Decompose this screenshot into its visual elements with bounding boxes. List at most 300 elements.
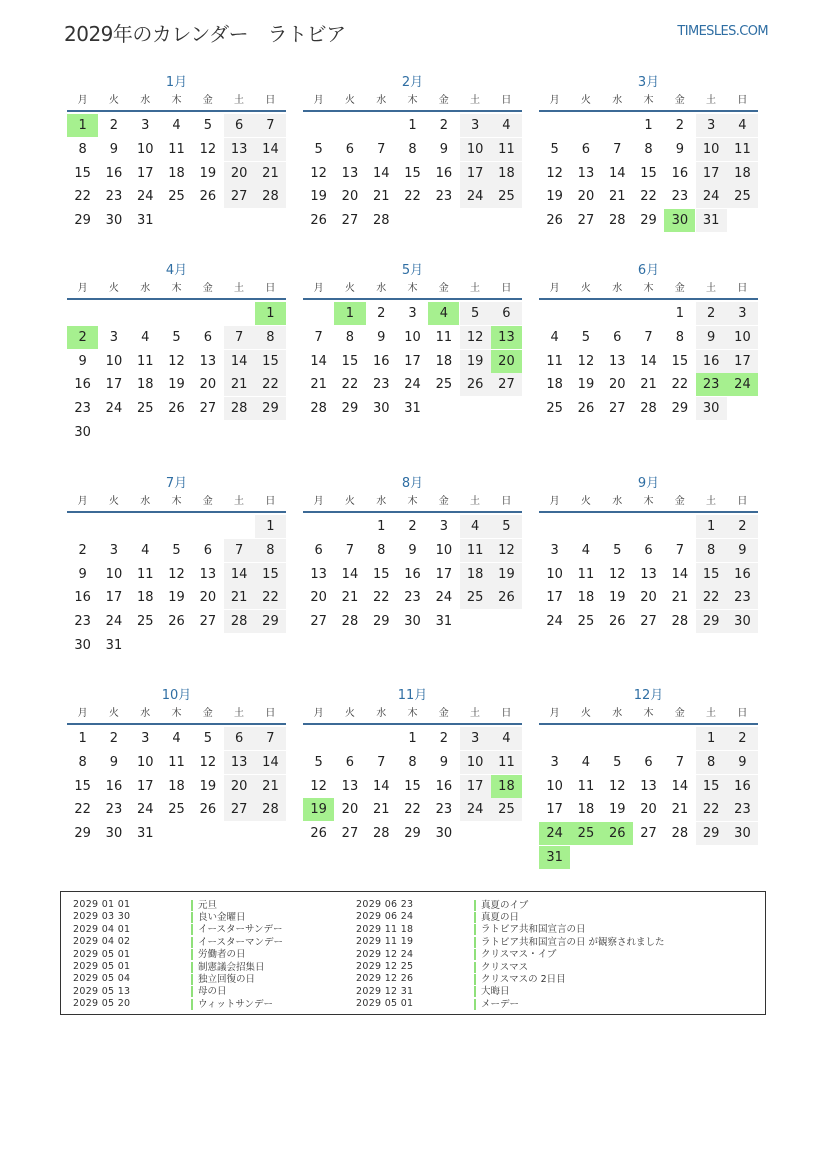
month-days [303,114,522,258]
weekday-label: 水 [376,283,387,294]
holiday-name: イースターマンデー [191,937,283,948]
day-cell: 12 [168,566,185,582]
day-cell: 29 [341,401,359,417]
day-cell: 23 [727,798,758,821]
weekday-label: 水 [376,708,387,719]
day-cell: 28 [671,826,689,842]
holiday-day-cell: 24 [539,822,570,845]
day-cell: 6 [345,754,355,770]
day-cell: 9 [727,751,758,774]
day-cell: 6 [314,542,323,558]
day-cell: 11 [546,353,563,369]
day-cell: 21 [608,189,626,205]
day-cell: 17 [546,590,563,606]
day-cell: 27 [577,213,595,229]
day-cell: 16 [105,165,123,181]
day-cell: 13 [310,566,327,582]
day-cell: 19 [199,778,217,794]
holiday-day-cell: 2 [67,326,98,349]
day-cell: 25 [546,401,563,417]
day-cell: 3 [141,118,150,133]
day-cell: 10 [136,141,154,157]
day-cell: 3 [141,731,150,746]
day-cell: 6 [644,542,653,558]
day-cell: 10 [105,353,123,369]
weekday-label: 木 [171,95,182,106]
weekday-label: 火 [344,496,355,507]
day-cell: 30 [727,822,758,845]
day-cell: 8 [377,542,386,558]
weekday-label: 土 [706,708,717,719]
day-cell: 7 [377,141,386,157]
day-cell: 12 [460,326,491,349]
day-cell: 16 [671,165,689,181]
day-cell: 16 [372,353,390,369]
day-cell: 25 [168,802,185,818]
weekday-header [539,280,758,300]
day-cell: 23 [435,189,453,205]
day-cell: 31 [435,614,453,630]
day-cell: 1 [78,731,87,746]
day-cell: 9 [727,539,758,562]
holiday-name: 元旦 [191,900,217,911]
weekday-label: 月 [313,708,324,719]
day-cell: 21 [255,775,286,798]
day-cell: 21 [224,586,255,609]
day-cell: 27 [224,185,255,208]
day-cell: 27 [341,213,359,229]
day-cell: 24 [460,185,491,208]
day-cell: 15 [404,778,421,794]
day-cell: 23 [105,189,123,205]
day-cell: 14 [640,353,657,369]
day-cell: 15 [640,165,657,181]
day-cell: 5 [172,329,181,345]
month-days [303,515,522,659]
weekday-label: 木 [171,708,182,719]
weekday-label: 金 [438,708,449,719]
weekday-label: 木 [171,496,182,507]
day-cell: 19 [310,189,327,205]
day-cell: 2 [439,118,448,133]
weekday-label: 水 [612,708,623,719]
day-cell: 20 [224,162,255,185]
weekday-label: 月 [549,95,560,106]
day-cell: 6 [224,727,255,750]
day-cell: 2 [727,727,758,750]
weekday-label: 木 [643,708,654,719]
day-cell: 13 [577,165,595,181]
day-cell: 4 [141,329,150,345]
day-cell: 16 [696,350,727,373]
day-cell: 11 [136,566,154,582]
day-cell: 5 [613,754,622,770]
day-cell: 19 [491,563,522,586]
month-1 [67,74,286,258]
weekday-label: 水 [140,95,151,106]
day-cell: 25 [435,377,453,393]
weekday-label: 火 [344,95,355,106]
weekday-label: 金 [438,95,449,106]
day-cell: 7 [255,114,286,137]
holiday-date: 2029 06 24 [356,911,414,923]
holiday-name: 母の日 [191,986,227,997]
day-cell: 30 [74,638,91,653]
day-cell: 7 [675,542,684,558]
day-cell: 21 [310,377,327,393]
day-cell: 12 [199,141,217,157]
day-cell: 11 [435,329,453,345]
month-2 [303,74,522,258]
month-8 [303,475,522,659]
weekday-label: 月 [313,95,324,106]
day-cell: 8 [78,141,87,157]
weekday-label: 金 [202,708,213,719]
day-cell: 10 [105,566,123,582]
month-title: 5月 [401,263,424,278]
weekday-header [539,493,758,513]
day-cell: 27 [608,401,626,417]
day-cell: 16 [727,563,758,586]
day-cell: 20 [640,590,657,606]
day-cell: 1 [408,118,417,133]
day-cell: 27 [491,373,522,396]
day-cell: 21 [671,590,689,606]
day-cell: 30 [435,826,453,842]
day-cell: 10 [136,754,154,770]
day-cell: 18 [577,802,595,818]
weekday-label: 金 [674,283,685,294]
day-cell: 15 [341,353,359,369]
day-cell: 20 [310,590,327,606]
day-cell: 27 [640,614,657,630]
day-cell: 17 [696,162,727,185]
holiday-day-cell: 1 [334,302,365,325]
day-cell: 16 [435,778,453,794]
weekday-label: 日 [737,708,748,719]
day-cell: 7 [224,539,255,562]
holiday-name: 良い金曜日 [191,912,246,923]
day-cell: 30 [372,401,390,417]
weekday-label: 月 [77,496,88,507]
day-cell: 19 [608,802,626,818]
weekday-label: 水 [140,496,151,507]
weekday-header [303,92,522,112]
day-cell: 4 [172,118,181,133]
day-cell: 1 [644,118,653,133]
day-cell: 4 [727,114,758,137]
day-cell: 19 [199,165,217,181]
day-cell: 10 [435,542,453,558]
day-cell: 31 [404,401,421,417]
day-cell: 17 [404,353,421,369]
month-4 [67,262,286,446]
weekday-label: 日 [737,95,748,106]
day-cell: 13 [640,778,657,794]
month-title: 3月 [637,75,660,90]
day-cell: 19 [168,590,185,606]
day-cell: 19 [460,350,491,373]
day-cell: 18 [435,353,453,369]
day-cell: 17 [727,350,758,373]
weekday-label: 金 [202,283,213,294]
day-cell: 1 [408,731,417,746]
day-cell: 4 [581,542,591,558]
day-cell: 23 [74,614,91,630]
day-cell: 29 [696,822,727,845]
day-cell: 24 [435,590,453,606]
day-cell: 21 [372,802,390,818]
day-cell: 22 [696,798,727,821]
day-cell: 19 [546,189,563,205]
weekday-label: 水 [140,708,151,719]
day-cell: 4 [491,114,522,137]
holiday-name: 制憲議会招集日 [191,962,265,973]
day-cell: 29 [640,213,657,229]
day-cell: 16 [74,590,91,606]
weekday-label: 土 [234,95,245,106]
day-cell: 26 [199,189,217,205]
day-cell: 24 [136,802,154,818]
day-cell: 9 [377,329,386,345]
month-3 [539,74,758,258]
holiday-day-cell: 24 [727,373,758,396]
day-cell: 11 [577,778,595,794]
holiday-day-cell: 13 [491,326,522,349]
day-cell: 16 [74,377,91,393]
day-cell: 10 [460,138,491,161]
day-cell: 22 [74,189,91,205]
weekday-label: 金 [202,496,213,507]
day-cell: 14 [224,563,255,586]
day-cell: 12 [310,778,327,794]
day-cell: 3 [550,754,559,770]
holiday-day-cell: 1 [67,114,98,137]
day-cell: 10 [727,326,758,349]
month-title: 6月 [637,263,660,278]
day-cell: 13 [341,778,359,794]
day-cell: 2 [727,515,758,538]
holiday-name: 真夏の日 [474,912,519,923]
day-cell: 23 [372,377,390,393]
weekday-label: 火 [580,283,591,294]
holiday-date: 2029 01 01 [73,899,131,910]
day-cell: 26 [608,614,626,630]
site-name[interactable]: TIMESLES.COM [677,24,768,39]
day-cell: 29 [255,610,286,633]
day-cell: 6 [203,542,212,558]
day-cell: 8 [696,751,727,774]
day-cell: 28 [255,798,286,821]
day-cell: 14 [608,165,626,181]
month-title: 12月 [633,688,664,703]
day-cell: 20 [640,802,657,818]
day-cell: 24 [696,185,727,208]
day-cell: 22 [404,189,421,205]
month-days [67,727,286,871]
day-cell: 18 [546,377,563,393]
day-cell: 25 [491,185,522,208]
weekday-label: 水 [612,496,623,507]
day-cell: 5 [172,542,181,558]
day-cell: 10 [404,329,421,345]
weekday-label: 土 [234,708,245,719]
month-7 [67,475,286,659]
day-cell: 22 [404,802,421,818]
holiday-date: 2029 05 13 [73,985,131,997]
weekday-header [539,705,758,725]
holiday-date: 2029 11 19 [356,936,414,948]
weekday-label: 火 [108,708,119,719]
day-cell: 8 [696,539,727,562]
month-title: 11月 [397,688,428,703]
month-days [303,302,522,446]
day-cell: 29 [696,610,727,633]
day-cell: 12 [608,566,626,582]
holiday-name: ウィットサンデー [191,999,273,1010]
weekday-label: 日 [737,283,748,294]
holiday-name: クリスマス・イブ [474,949,556,960]
weekday-label: 木 [407,95,418,106]
day-cell: 26 [546,213,563,229]
month-days [539,114,758,258]
day-cell: 5 [203,118,212,133]
weekday-label: 木 [407,496,418,507]
day-cell: 15 [255,563,286,586]
weekday-label: 木 [171,283,182,294]
day-cell: 10 [546,566,563,582]
holiday-day-cell: 31 [539,846,570,869]
day-cell: 6 [491,302,522,325]
day-cell: 17 [546,802,563,818]
day-cell: 7 [613,141,622,157]
weekday-label: 土 [234,283,245,294]
holiday-name: メーデー [474,999,519,1010]
day-cell: 31 [105,638,123,653]
day-cell: 11 [727,138,758,161]
day-cell: 3 [727,302,758,325]
day-cell: 19 [168,377,185,393]
day-cell: 29 [372,614,390,630]
day-cell: 19 [577,377,595,393]
day-cell: 14 [310,353,327,369]
day-cell: 26 [168,401,185,417]
day-cell: 26 [199,802,217,818]
day-cell: 18 [136,590,154,606]
day-cell: 5 [550,141,559,157]
holiday-name: イースターサンデー [191,924,283,935]
weekday-label: 土 [234,496,245,507]
day-cell: 11 [460,539,491,562]
day-cell: 4 [141,542,150,558]
day-cell: 3 [109,329,119,345]
day-cell: 17 [435,566,453,582]
day-cell: 4 [460,515,491,538]
day-cell: 5 [460,302,491,325]
day-cell: 15 [74,165,91,181]
day-cell: 12 [491,539,522,562]
day-cell: 5 [314,754,323,770]
day-cell: 7 [224,326,255,349]
day-cell: 28 [372,213,390,229]
day-cell: 7 [255,727,286,750]
day-cell: 24 [546,614,563,630]
weekday-label: 月 [549,283,560,294]
day-cell: 3 [550,542,559,558]
day-cell: 11 [136,353,154,369]
day-cell: 6 [224,114,255,137]
holiday-day-cell: 4 [428,302,459,325]
day-cell: 25 [491,798,522,821]
day-cell: 8 [675,329,684,345]
day-cell: 7 [314,329,323,345]
day-cell: 5 [491,515,522,538]
day-cell: 9 [78,566,87,582]
month-11 [303,687,522,871]
day-cell: 2 [408,519,417,534]
day-cell: 2 [439,731,448,746]
day-cell: 1 [696,727,727,750]
holiday-date: 2029 04 02 [73,936,131,948]
page-title: 2029年のカレンダー ラトビア [64,22,346,46]
day-cell: 28 [671,614,689,630]
day-cell: 22 [696,586,727,609]
day-cell: 5 [314,141,323,157]
weekday-label: 金 [674,95,685,106]
weekday-label: 火 [580,496,591,507]
day-cell: 12 [310,165,327,181]
weekday-header [67,92,286,112]
weekday-label: 月 [77,708,88,719]
holiday-date: 2029 05 01 [73,948,131,960]
month-title: 8月 [401,476,424,491]
day-cell: 12 [199,754,217,770]
day-cell: 4 [491,727,522,750]
holiday-date: 2029 05 01 [356,998,414,1010]
day-cell: 17 [460,162,491,185]
weekday-label: 土 [470,496,481,507]
day-cell: 15 [74,778,91,794]
day-cell: 20 [341,802,359,818]
month-days [67,114,286,258]
day-cell: 18 [136,377,154,393]
day-cell: 20 [224,775,255,798]
day-cell: 11 [168,141,185,157]
day-cell: 17 [460,775,491,798]
day-cell: 14 [255,138,286,161]
day-cell: 20 [199,590,217,606]
day-cell: 8 [255,539,286,562]
day-cell: 26 [168,614,185,630]
day-cell: 8 [345,329,355,345]
day-cell: 3 [460,114,491,137]
day-cell: 2 [675,118,684,133]
day-cell: 2 [78,542,87,558]
day-cell: 15 [696,563,727,586]
holiday-day-cell: 26 [602,822,633,845]
day-cell: 17 [105,377,123,393]
day-cell: 14 [671,778,689,794]
holiday-name: クリスマス [474,962,528,973]
day-cell: 13 [199,353,217,369]
holiday-date: 2029 06 23 [356,899,414,910]
day-cell: 18 [727,162,758,185]
day-cell: 18 [168,165,185,181]
month-days [303,727,522,871]
holiday-name: 真夏のイブ [474,900,528,911]
day-cell: 22 [74,802,91,818]
day-cell: 25 [727,185,758,208]
